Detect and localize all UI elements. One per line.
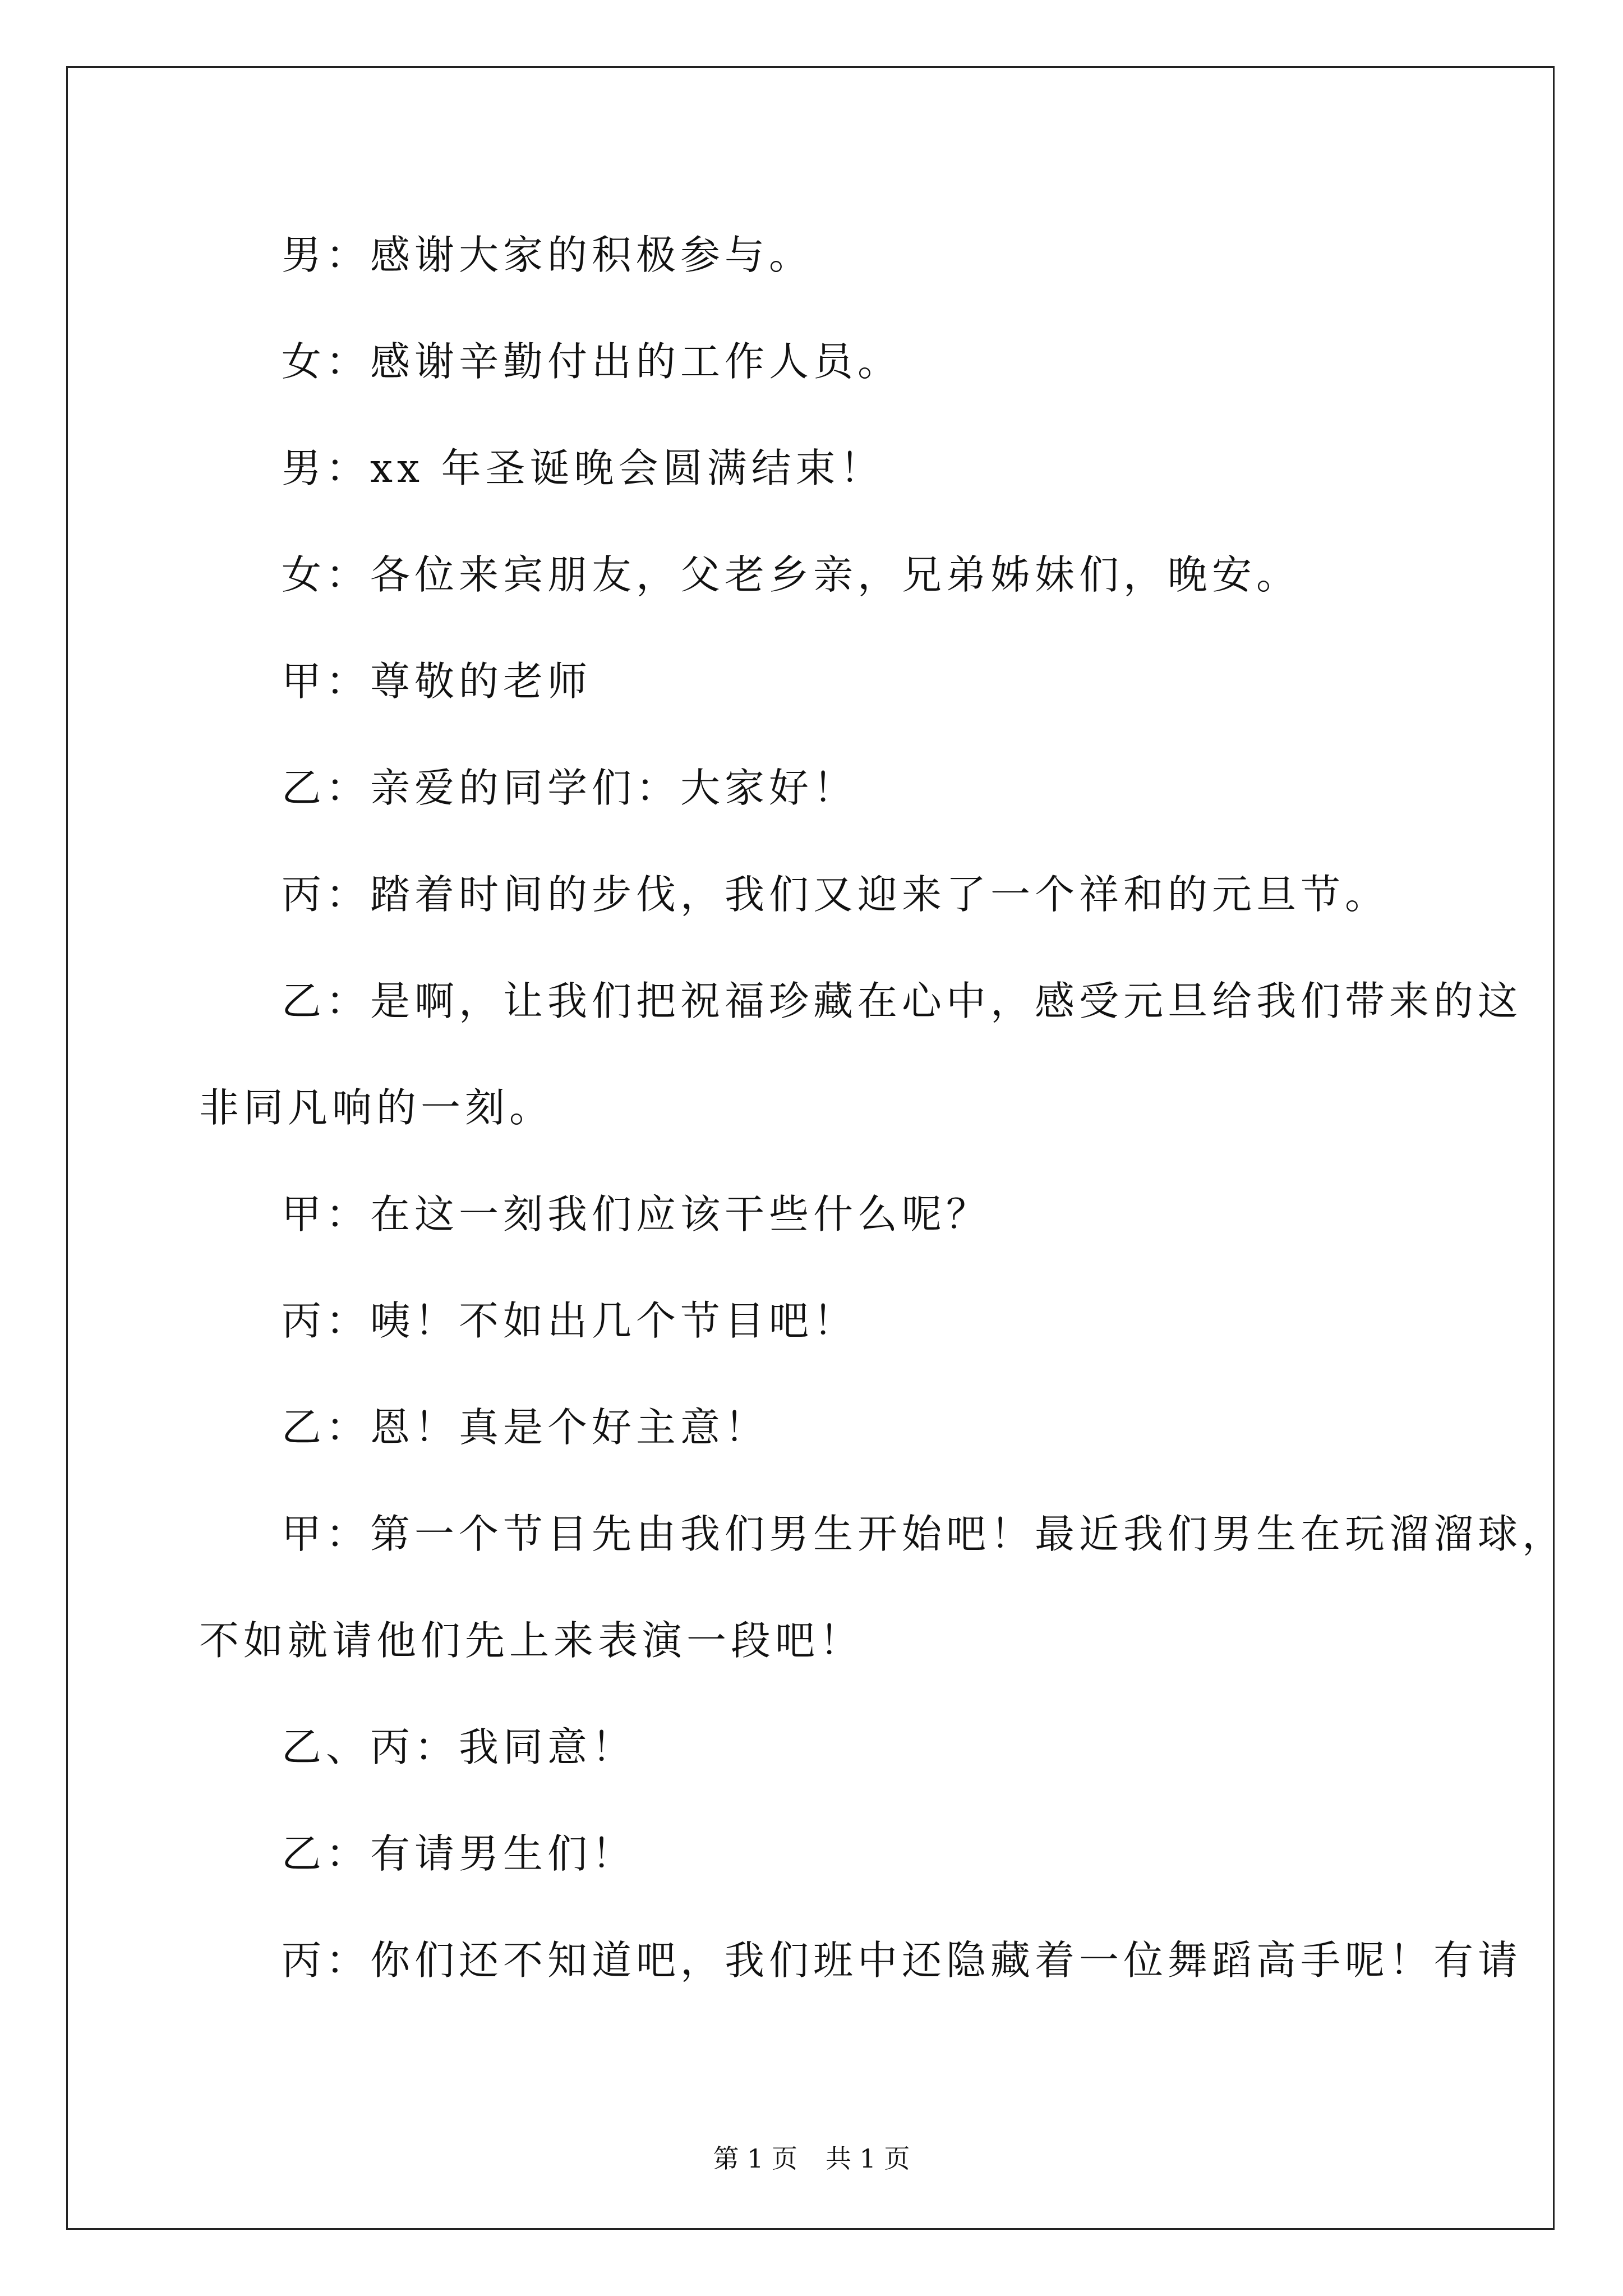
- paragraph-line: 丙：你们还不知道吧，我们班中还隐藏着一位舞蹈高手呢！有请: [282, 1937, 1523, 1984]
- paragraph-line: 丙：踏着时间的步伐，我们又迎来了一个祥和的元旦节。: [282, 871, 1390, 918]
- paragraph-line-continuation: 不如就请他们先上来表演一段吧！: [199, 1617, 864, 1664]
- paragraph-line: 男：xx 年圣诞晚会圆满结束！: [282, 445, 884, 491]
- paragraph-line: 乙：恩！真是个好主意！: [282, 1404, 769, 1451]
- paragraph-line: 男：感谢大家的积极参与。: [282, 232, 814, 278]
- page-number: 第 1 页: [713, 2143, 797, 2174]
- paragraph-line: 乙：是啊，让我们把祝福珍藏在心中，感受元旦给我们带来的这: [282, 978, 1523, 1024]
- paragraph-line: 女：感谢辛勤付出的工作人员。: [282, 338, 902, 385]
- paragraph-line: 乙：亲爱的同学们：大家好！: [282, 765, 858, 811]
- paragraph-line: 女：各位来宾朋友，父老乡亲，兄弟姊妹们，晚安。: [282, 551, 1301, 598]
- paragraph-line: 甲：在这一刻我们应该干些什么呢？: [282, 1191, 991, 1237]
- paragraph-line: 乙：有请男生们！: [282, 1830, 637, 1877]
- paragraph-line: 乙、丙：我同意！: [282, 1724, 637, 1770]
- page-footer: [0, 2142, 1623, 2175]
- paragraph-line: 甲：尊敬的老师: [282, 658, 592, 705]
- page-total: 共 1 页: [826, 2143, 910, 2174]
- paragraph-line: 甲：第一个节目先由我们男生开始吧！最近我们男生在玩溜溜球，: [282, 1511, 1567, 1557]
- paragraph-line: 丙：咦！不如出几个节目吧！: [282, 1297, 858, 1344]
- paragraph-line-continuation: 非同凡响的一刻。: [199, 1084, 554, 1131]
